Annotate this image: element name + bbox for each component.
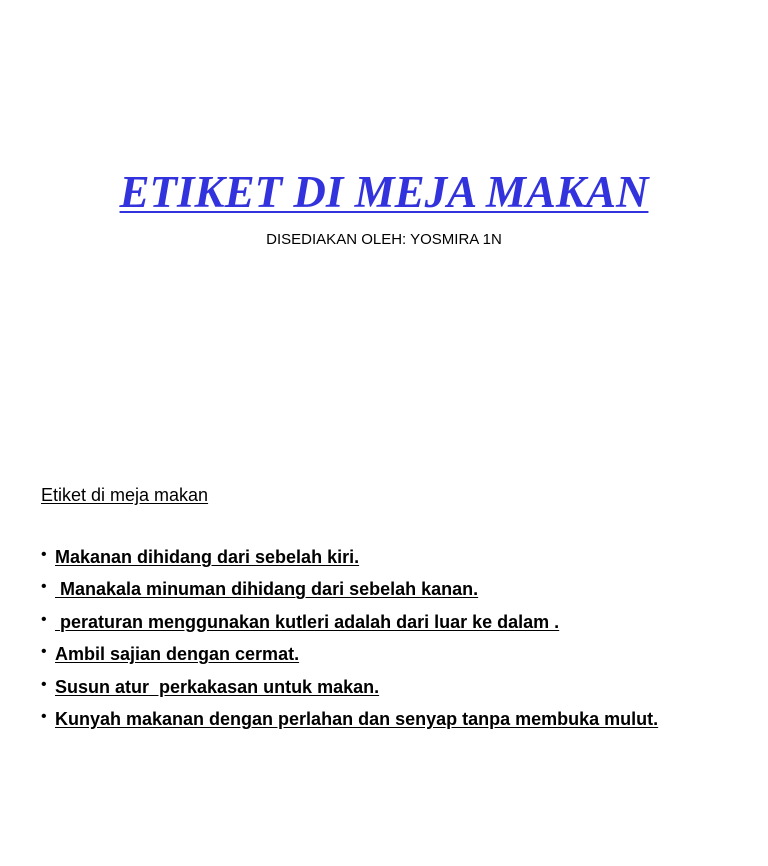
list-item-text: Manakala minuman dihidang dari sebelah kanan. — [55, 579, 479, 600]
list-item — [41, 577, 681, 601]
list-item-text: Ambil sajian dengan cermat. — [55, 644, 300, 665]
page-title: ETIKET DI MEJA MAKAN — [119, 167, 649, 217]
list-item-text: Makanan dihidang dari sebelah kiri. — [55, 547, 360, 567]
list-item — [41, 642, 681, 666]
bullet-icon: • — [41, 546, 47, 563]
list-item — [41, 675, 681, 699]
list-item-text: Kunyah makanan dengan perlahan dan senyap tanpa membuka mulut. — [55, 708, 659, 729]
content-slide — [0, 433, 768, 866]
page-subtitle: DISEDIAKAN OLEH: YOSMIRA 1N — [266, 231, 502, 248]
list-item — [41, 610, 681, 634]
bullet-icon: • — [41, 578, 47, 596]
bullet-icon: • — [41, 675, 47, 693]
list-item — [41, 545, 681, 569]
bullet-icon: • — [41, 707, 47, 725]
bullet-list — [41, 545, 681, 739]
list-item — [41, 707, 681, 731]
section-heading: Etiket di meja makan — [41, 485, 209, 505]
bullet-icon: • — [41, 610, 47, 628]
bullet-icon: • — [41, 643, 47, 661]
list-item-text: peraturan menggunakan kutleri adalah dari luar ke dalam . — [55, 611, 560, 632]
list-item-text: Susun atur perkakasan untuk makan. — [55, 676, 380, 697]
